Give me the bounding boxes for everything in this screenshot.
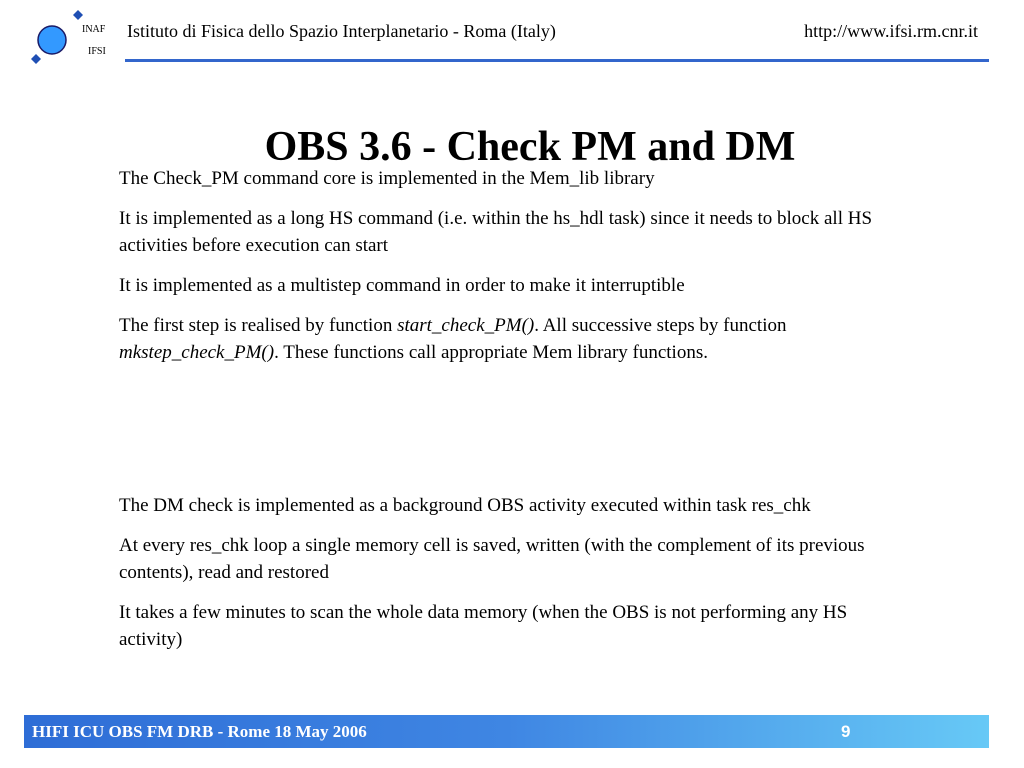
pm-paragraph: It is implemented as a multistep command in order to make it interruptible [119,275,685,296]
institute-name: Istituto di Fisica dello Spazio Interplanetario - Roma (Italy) [127,21,556,41]
pm-paragraph: The Check_PM command core is implemented in the Mem_lib library [119,168,655,189]
footer-text: HIFI ICU OBS FM DRB - Rome 18 May 2006 [32,722,367,741]
dm-paragraph: At every res_chk loop a single memory cell is saved, written (with the complement of its previous contents), read and restored [119,535,865,583]
header-divider [125,59,989,62]
logo-ifsi-text: IFSI [88,46,106,57]
start-check-pm-function: start_check_PM() [397,315,535,336]
pm-steps-text-3: . These functions call appropriate Mem library functions. [274,342,708,363]
dm-paragraph: The DM check is implemented as a background OBS activity executed within task res_chk [119,495,811,516]
footer-bar [24,715,989,748]
slide-title: OBS 3.6 - Check PM and DM [264,124,796,171]
pm-steps-text-2: . All successive steps by function [534,315,787,336]
institute-url: http://www.ifsi.rm.cnr.it [804,21,978,41]
logo-inaf-text: INAF [82,24,106,35]
page-number: 9 [841,722,851,741]
dm-paragraph: It takes a few minutes to scan the whole data memory (when the OBS is not performing any HS activity) [119,602,848,650]
inaf-ifsi-logo-icon [28,10,114,66]
dm-section [119,492,889,666]
pm-paragraph: It is implemented as a long HS command (i.e. within the hs_hdl task) since it needs to block all HS activities before execution can start [119,208,873,256]
pm-steps-paragraph [119,312,889,366]
pm-steps-text-1: The first step is realised by function [119,315,398,336]
pm-section [119,165,889,379]
mkstep-check-pm-function: mkstep_check_PM() [119,342,275,363]
